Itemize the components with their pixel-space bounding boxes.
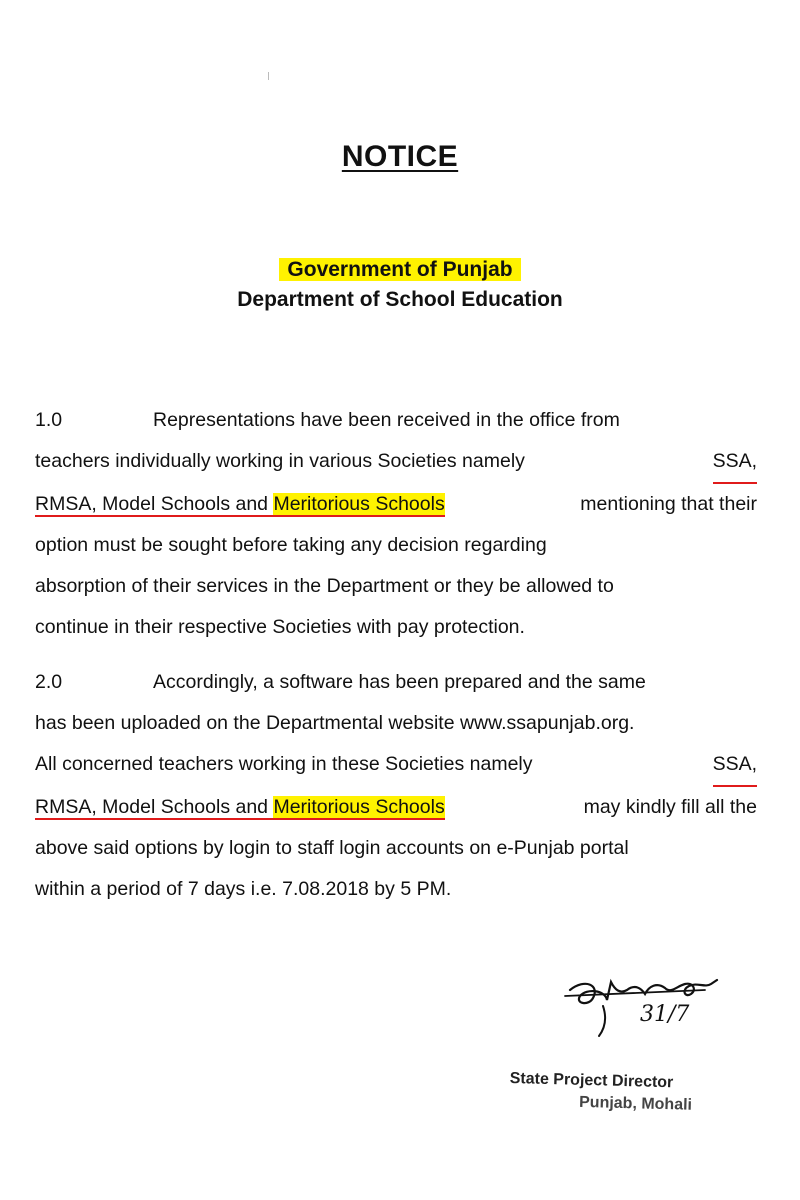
paragraph-line: RMSA, Model Schools and Meritorious Schools mentioning that their — [35, 493, 757, 515]
paragraph-line: RMSA, Model Schools and Meritorious Schools may kindly fill all the — [35, 796, 757, 818]
paragraph-line: above said options by login to staff login accounts on e-Punjab portal — [35, 837, 629, 859]
paragraph-2 — [35, 662, 757, 910]
designation-location: Punjab, Mohali — [578, 1093, 693, 1114]
paragraph-line: teachers individually working in various Societies namely SSA, — [35, 441, 757, 484]
paragraph-line: option must be sought before taking any decision regarding — [35, 534, 547, 556]
paragraph-line: continue in their respective Societies with pay protection. — [35, 616, 525, 638]
designation: State Project Director — [509, 1069, 674, 1092]
paragraph-line: absorption of their services in the Department or they be allowed to — [35, 575, 614, 597]
signature-date: 31/7 — [640, 1002, 690, 1027]
paragraph-line: 1.0 Representations have been received in the office from — [35, 400, 757, 441]
highlighted-text: Meritorious Schools — [273, 796, 445, 818]
paragraph-1 — [35, 400, 757, 648]
underlined-text: SSA, — [713, 441, 757, 484]
scan-mark — [268, 72, 269, 80]
paragraph-line: 2.0 Accordingly, a software has been prepared and the same — [35, 662, 757, 703]
underlined-text: SSA, — [713, 744, 757, 787]
highlighted-text: Meritorious Schools — [273, 493, 445, 515]
underlined-text: RMSA, Model Schools and Meritorious Schools — [35, 796, 445, 818]
organization-heading — [0, 258, 800, 282]
organization-name: Government of Punjab — [279, 258, 520, 281]
department-heading: Department of School Education — [237, 288, 563, 311]
designation-block — [509, 1068, 693, 1117]
paragraph-number: 1.0 — [35, 409, 63, 431]
paragraph-line: All concerned teachers working in these Societies namely SSA, — [35, 744, 757, 787]
underlined-text: RMSA, Model Schools and Meritorious Schools — [35, 493, 445, 515]
paragraph-line: has been uploaded on the Departmental website www.ssapunjab.org. — [35, 712, 635, 734]
paragraph-number: 2.0 — [35, 671, 63, 693]
paragraph-line: within a period of 7 days i.e. 7.08.2018 by 5 PM. — [35, 878, 452, 900]
notice-title: NOTICE — [341, 140, 459, 173]
